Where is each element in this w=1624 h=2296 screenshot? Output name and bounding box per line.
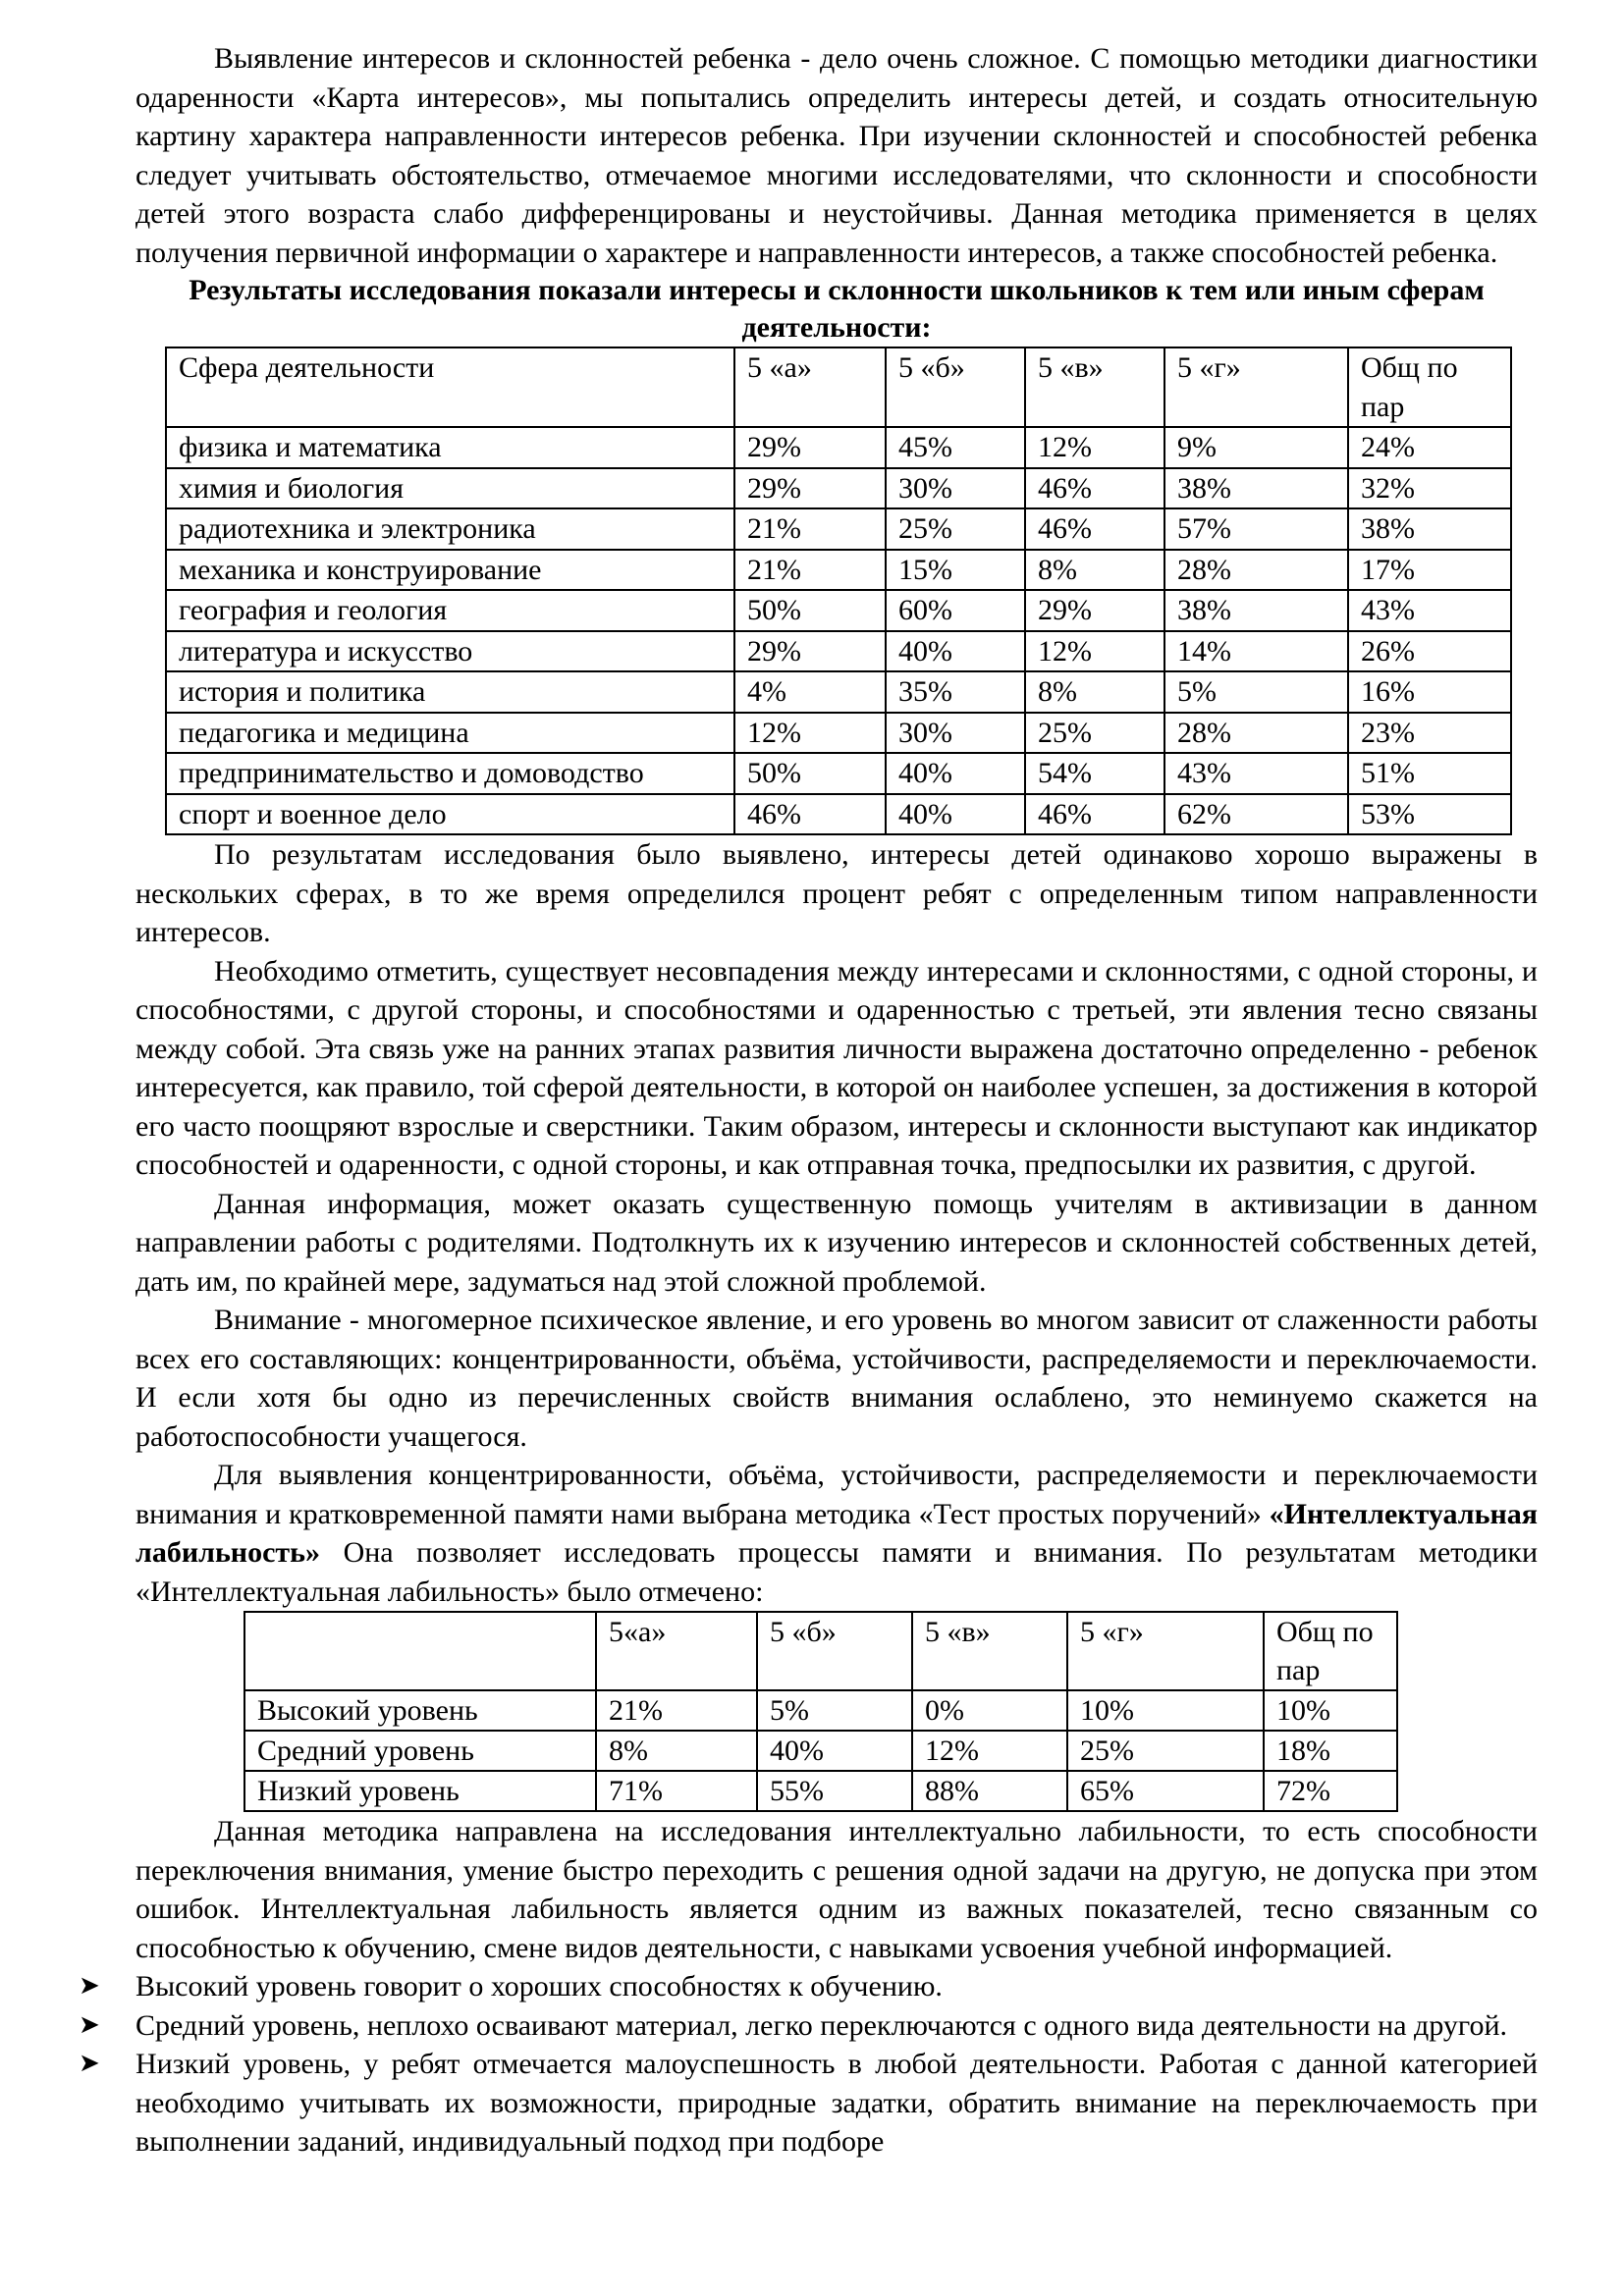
table-row xyxy=(166,713,1511,754)
table-cell: 38% xyxy=(1164,468,1348,509)
method-text-end: Она позволяет исследовать процессы памяти и внимания. По результатам методики «Интеллектуальная лабильность» было отмечено: xyxy=(135,1536,1538,1608)
bullet-text: Высокий уровень говорит о хороших способностях к обучению. xyxy=(135,1970,943,2002)
table-cell: 8% xyxy=(1025,671,1164,713)
table-header-cell: 5 «в» xyxy=(912,1612,1067,1690)
table-cell: радиотехника и электроника xyxy=(166,508,734,550)
table-cell: 23% xyxy=(1348,713,1511,754)
table-cell: 9% xyxy=(1164,427,1348,468)
table-cell: 14% xyxy=(1164,631,1348,672)
bullet-text: Средний уровень, неплохо осваивают материал, легко переключаются с одного вида деятельности на другой. xyxy=(135,2008,1508,2042)
table-cell: 10% xyxy=(1264,1690,1397,1731)
table-header-row xyxy=(244,1612,1397,1690)
table-cell: 12% xyxy=(1025,427,1164,468)
paragraph-lability: Данная методика направлена на исследования интеллектуально лабильности, то есть способности переключения внимания, умение быстро переходить с решения одной задачи на другую, не допуска при этом ошибок. Интеллектуальная лабильность является одним из важных показателей, тесно связанным со способностью к обучению, смене видов деятельности, с навыками усвоения учебной информацией. xyxy=(135,1815,1538,1964)
table-cell: история и политика xyxy=(166,671,734,713)
table-cell: 40% xyxy=(757,1731,912,1771)
table-row xyxy=(244,1690,1397,1731)
table-cell: 29% xyxy=(734,427,886,468)
table-cell: 54% xyxy=(1025,753,1164,794)
table-header-cell: 5 «в» xyxy=(1025,347,1164,427)
table-cell: 40% xyxy=(886,753,1025,794)
table-cell: 46% xyxy=(1025,468,1164,509)
table-cell: 17% xyxy=(1348,550,1511,591)
table-cell: спорт и военное дело xyxy=(166,794,734,835)
table-cell: 50% xyxy=(734,590,886,631)
table-cell: 25% xyxy=(886,508,1025,550)
table-cell: 46% xyxy=(734,794,886,835)
table-row xyxy=(166,671,1511,713)
table-cell: 32% xyxy=(1348,468,1511,509)
paragraph-results: По результатам исследования было выявлено, интересы детей одинаково хорошо выражены в нескольких сферах, в то же время определился процент ребят с определенным типом направленности интересов. xyxy=(135,838,1538,948)
table-cell: 46% xyxy=(1025,508,1164,550)
table-cell: 43% xyxy=(1164,753,1348,794)
table-cell: 38% xyxy=(1348,508,1511,550)
bullet-text: Низкий уровень, у ребят отмечается малоуспешность в любой деятельности. Работая с данной категорией необходимо учитывать их возможности, природные задатки, обратить внимание на переключаемость при выполнении заданий, индивидуальный подход при подборе xyxy=(135,2048,1538,2158)
table-header-cell: Общ по пар xyxy=(1264,1612,1397,1690)
table-cell: 8% xyxy=(1025,550,1164,591)
table-cell: 10% xyxy=(1067,1690,1264,1731)
table-cell: педагогика и медицина xyxy=(166,713,734,754)
table-cell: 30% xyxy=(886,468,1025,509)
table-row xyxy=(166,794,1511,835)
paragraph-method xyxy=(135,1456,1538,1611)
table-header-cell: 5 «г» xyxy=(1067,1612,1264,1690)
table-header-cell: Сфера деятельности xyxy=(166,347,734,427)
table-cell: 29% xyxy=(1025,590,1164,631)
table-cell: 25% xyxy=(1025,713,1164,754)
table-row xyxy=(166,427,1511,468)
table-cell: литература и искусство xyxy=(166,631,734,672)
table-cell: 21% xyxy=(734,508,886,550)
bullet-item-high xyxy=(79,1967,1538,2006)
table-row xyxy=(166,508,1511,550)
table-cell: 0% xyxy=(912,1690,1067,1731)
table-cell: 4% xyxy=(734,671,886,713)
table-cell: 12% xyxy=(912,1731,1067,1771)
table-cell: 51% xyxy=(1348,753,1511,794)
table-cell: 28% xyxy=(1164,713,1348,754)
table-cell: 43% xyxy=(1348,590,1511,631)
table-cell: 5% xyxy=(1164,671,1348,713)
table-cell: 16% xyxy=(1348,671,1511,713)
arrowhead-bullet-icon: ➤ xyxy=(79,1971,100,2001)
table-cell: 50% xyxy=(734,753,886,794)
table-cell: химия и биология xyxy=(166,468,734,509)
arrowhead-bullet-icon: ➤ xyxy=(79,2049,100,2078)
table-cell: 5% xyxy=(757,1690,912,1731)
table-cell: 24% xyxy=(1348,427,1511,468)
method-name: «Интеллектуальная лабильность» xyxy=(135,1497,1538,1569)
table-cell: 29% xyxy=(734,631,886,672)
table-cell: 71% xyxy=(596,1771,757,1811)
table-cell: 65% xyxy=(1067,1771,1264,1811)
interests-table xyxy=(165,347,1512,835)
table-cell: механика и конструирование xyxy=(166,550,734,591)
table-cell: Высокий уровень xyxy=(244,1690,596,1731)
bullet-item-medium xyxy=(79,2006,1538,2046)
table-cell: 30% xyxy=(886,713,1025,754)
table-cell: 55% xyxy=(757,1771,912,1811)
table-row xyxy=(244,1731,1397,1771)
paragraph-information: Данная информация, может оказать существенную помощь учителям в активизации в данном направлении работы с родителями. Подтолкнуть их к изучению интересов и склонностей собственных детей, дать им, по крайней мере, задуматься над этой сложной проблемой. xyxy=(135,1187,1538,1298)
table-cell: 21% xyxy=(596,1690,757,1731)
table-header-cell: 5«а» xyxy=(596,1612,757,1690)
table-cell: 57% xyxy=(1164,508,1348,550)
bullet-item-low xyxy=(79,2045,1538,2162)
table-row xyxy=(166,590,1511,631)
table-cell: география и геология xyxy=(166,590,734,631)
document-page xyxy=(79,39,1538,2162)
table-header-cell: 5 «г» xyxy=(1164,347,1348,427)
table-header-row xyxy=(166,347,1511,427)
table-row xyxy=(166,468,1511,509)
table-cell: 18% xyxy=(1264,1731,1397,1771)
table-row xyxy=(166,550,1511,591)
table-cell: 60% xyxy=(886,590,1025,631)
method-text-start: Для выявления концентрированности, объёма, устойчивости, распределяемости и переключаемости внимания и кратковременной памяти нами выбрана методика «Тест простых поручений» xyxy=(135,1459,1538,1530)
table-cell: 72% xyxy=(1264,1771,1397,1811)
table-cell: 8% xyxy=(596,1731,757,1771)
table-cell: физика и математика xyxy=(166,427,734,468)
table-cell: 45% xyxy=(886,427,1025,468)
lability-table xyxy=(244,1611,1398,1812)
table-cell: Низкий уровень xyxy=(244,1771,596,1811)
table-cell: 46% xyxy=(1025,794,1164,835)
table-cell: 62% xyxy=(1164,794,1348,835)
table-row xyxy=(244,1771,1397,1811)
table-cell: 53% xyxy=(1348,794,1511,835)
table-cell: 40% xyxy=(886,794,1025,835)
results-heading: Результаты исследования показали интересы и склонности школьников к тем или иным сферам деятельности: xyxy=(189,274,1485,344)
paragraph-interests-abilities: Необходимо отметить, существует несовпадения между интересами и склонностями, с одной стороны, и способностями, с другой стороны, и способностями и одаренностью с третьей, эти явления тесно связаны между собой. Эта связь уже на ранних этапах развития личности выражена достаточно определенно - ребенок интересуется, как правило, той сферой деятельности, в которой он наиболее успешен, за достижения в которой его часто поощряют взрослые и сверстники. Таким образом, интересы и склонности выступают как индикатор способностей и одаренности, с одной стороны, и как отправная точка, предпосылки их развития, с другой. xyxy=(135,954,1538,1181)
table-cell: 21% xyxy=(734,550,886,591)
table-cell: Средний уровень xyxy=(244,1731,596,1771)
table-cell: 26% xyxy=(1348,631,1511,672)
table-cell: 88% xyxy=(912,1771,1067,1811)
table-cell: 35% xyxy=(886,671,1025,713)
table-header-cell: 5 «б» xyxy=(757,1612,912,1690)
arrowhead-bullet-icon: ➤ xyxy=(79,2009,100,2040)
paragraph-attention: Внимание - многомерное психическое явление, и его уровень во многом зависит от слаженности работы всех его составляющих: концентрированности, объёма, устойчивости, распределяемости и переключаемости. И если хотя бы одно из перечисленных свойств внимания ослаблено, это неминуемо скажется на работоспособности учащегося. xyxy=(135,1304,1538,1453)
table-header-cell: 5 «б» xyxy=(886,347,1025,427)
table-row xyxy=(166,631,1511,672)
table-header-cell: 5 «а» xyxy=(734,347,886,427)
table-header-cell xyxy=(244,1612,596,1690)
table-header-cell: Общ по пар xyxy=(1348,347,1511,427)
table-cell: 12% xyxy=(1025,631,1164,672)
paragraph-intro: Выявление интересов и склонностей ребенка - дело очень сложное. С помощью методики диагностики одаренности «Карта интересов», мы попытались определить интересы детей, и создать относительную картину характера направленности интересов ребенка. При изучении склонностей и способностей ребенка следует учитывать обстоятельство, отмечаемое многими исследователями, что склонности и способности детей этого возраста слабо дифференцированы и неустойчивы. Данная методика применяется в целях получения первичной информации о характере и направленности интересов, а также способностей ребенка. xyxy=(135,42,1538,269)
table-cell: 15% xyxy=(886,550,1025,591)
table-row xyxy=(166,753,1511,794)
table-cell: предпринимательство и домоводство xyxy=(166,753,734,794)
table-cell: 28% xyxy=(1164,550,1348,591)
table-cell: 40% xyxy=(886,631,1025,672)
table-cell: 12% xyxy=(734,713,886,754)
table-cell: 25% xyxy=(1067,1731,1264,1771)
table-cell: 38% xyxy=(1164,590,1348,631)
table-cell: 29% xyxy=(734,468,886,509)
